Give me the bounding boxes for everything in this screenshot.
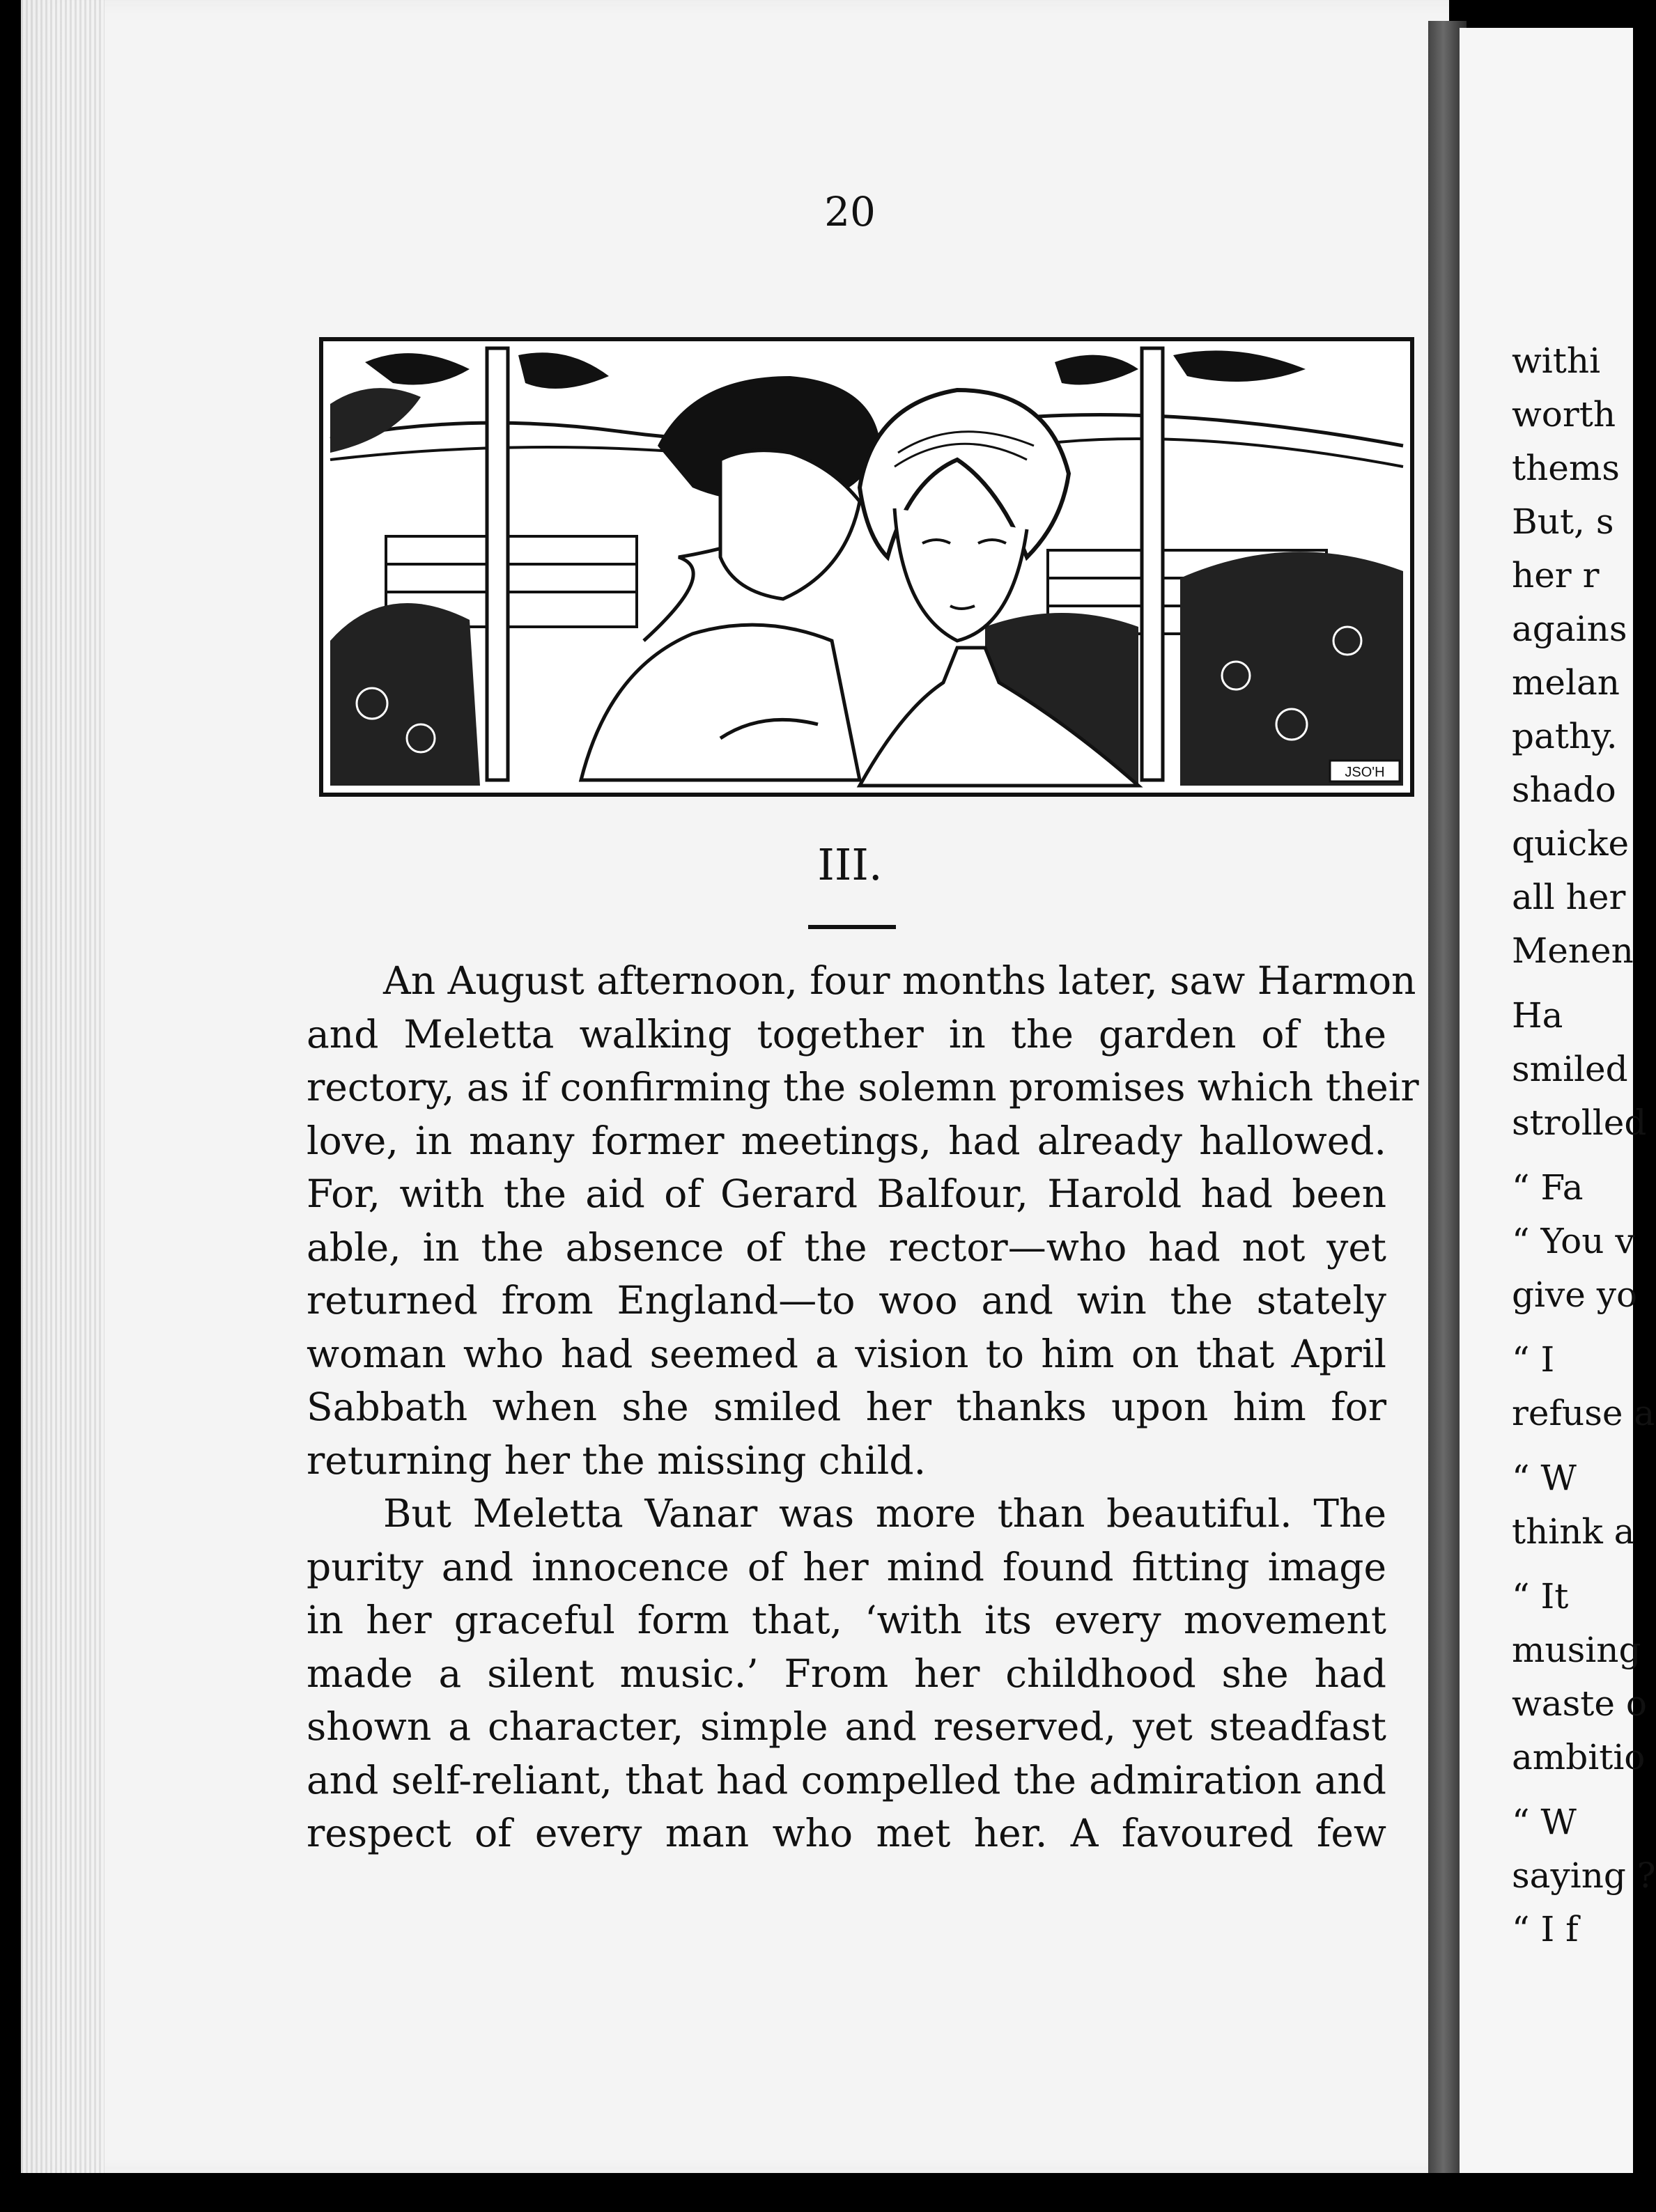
chapter-rule bbox=[808, 925, 896, 929]
fragment-line: worth bbox=[1512, 394, 1616, 435]
page-number: 20 bbox=[824, 188, 876, 235]
text-line: purity and innocence of her mind found fitting image bbox=[307, 1544, 1386, 1589]
fragment-line: But, s bbox=[1512, 501, 1614, 542]
text-line: able, in the absence of the rector—who had not yet bbox=[307, 1224, 1386, 1270]
fragment-line: Menen bbox=[1512, 930, 1634, 971]
text-line: shown a character, simple and reserved, yet steadfast bbox=[307, 1704, 1386, 1749]
text-line: and self-reliant, that had compelled the admiration and bbox=[307, 1757, 1386, 1802]
spacer bbox=[1512, 1784, 1633, 1796]
fragment-line: give yo bbox=[1512, 1275, 1638, 1315]
body-text bbox=[307, 954, 1419, 1860]
page-edges bbox=[21, 0, 105, 2173]
fragment-line: Ha bbox=[1512, 995, 1563, 1036]
illustration-artwork bbox=[330, 348, 1403, 786]
fragment-line: think a bbox=[1512, 1511, 1635, 1552]
text-line: An August afternoon, four months later, saw Harmon bbox=[383, 958, 1416, 1003]
spacer bbox=[1512, 1322, 1633, 1333]
fragment-line: melan bbox=[1512, 662, 1620, 703]
fragment-line: withi bbox=[1512, 341, 1601, 381]
fragment-line: shado bbox=[1512, 770, 1616, 810]
illustration-monogram: JSO'H bbox=[1345, 765, 1385, 780]
text-line: and Meletta walking together in the garden of the bbox=[307, 1011, 1386, 1057]
fragment-line: pathy. bbox=[1512, 716, 1618, 756]
fragment-line: “ Fa bbox=[1512, 1167, 1584, 1208]
spacer bbox=[1512, 1440, 1633, 1451]
text-line: Sabbath when she smiled her thanks upon him for bbox=[307, 1385, 1386, 1429]
spacer bbox=[1512, 1150, 1633, 1161]
fragment-line: waste o bbox=[1512, 1683, 1647, 1724]
paragraph-2 bbox=[307, 1487, 1386, 1860]
spacer bbox=[1512, 978, 1633, 989]
fragment-line: strolled bbox=[1512, 1103, 1647, 1143]
text-line: But Meletta Vanar was more than beautiful. The bbox=[383, 1491, 1386, 1536]
text-line: rectory, as if confirming the solemn promises which their bbox=[307, 1065, 1419, 1109]
text-line: made a silent music.’ From her childhood she had bbox=[307, 1651, 1386, 1696]
fragment-line: “ You v bbox=[1512, 1221, 1635, 1261]
text-line: returning her the missing child. bbox=[307, 1438, 927, 1483]
fragment-line: refuse a bbox=[1512, 1393, 1655, 1433]
text-line: in her graceful form that, ‘with its every movement bbox=[307, 1598, 1386, 1642]
text-line: For, with the aid of Gerard Balfour, Harold had been bbox=[307, 1171, 1386, 1216]
fragment-line: ambitio bbox=[1512, 1737, 1646, 1777]
fragment-line: agains bbox=[1512, 609, 1627, 649]
fragment-line: “ W bbox=[1512, 1458, 1577, 1498]
right-page-text bbox=[1512, 334, 1656, 1956]
fragment-line: her r bbox=[1512, 555, 1600, 595]
fragment-line: saying ? bbox=[1512, 1855, 1656, 1896]
spacer bbox=[1512, 1559, 1633, 1570]
fragment-line: thems bbox=[1512, 448, 1620, 488]
text-line: respect of every man who met her. A favoured few bbox=[307, 1811, 1386, 1855]
fragment-line: smiled bbox=[1512, 1049, 1628, 1089]
text-line: woman who had seemed a vision to him on that April bbox=[307, 1331, 1386, 1376]
fragment-line: “ It bbox=[1512, 1576, 1569, 1617]
chapter-illustration bbox=[319, 337, 1414, 797]
fragment-line: “ I f bbox=[1512, 1909, 1579, 1949]
paragraph-1 bbox=[307, 954, 1419, 1487]
fragment-line: musing bbox=[1512, 1630, 1641, 1670]
text-line: returned from England—to woo and win the stately bbox=[307, 1278, 1386, 1323]
text-line: love, in many former meetings, had already hallowed. bbox=[307, 1118, 1386, 1163]
fragment-line: all her bbox=[1512, 877, 1626, 917]
fragment-line: quicke bbox=[1512, 823, 1630, 864]
fragment-line: “ W bbox=[1512, 1802, 1577, 1842]
fragment-line: “ I bbox=[1512, 1339, 1555, 1380]
chapter-heading: III. bbox=[817, 839, 883, 890]
